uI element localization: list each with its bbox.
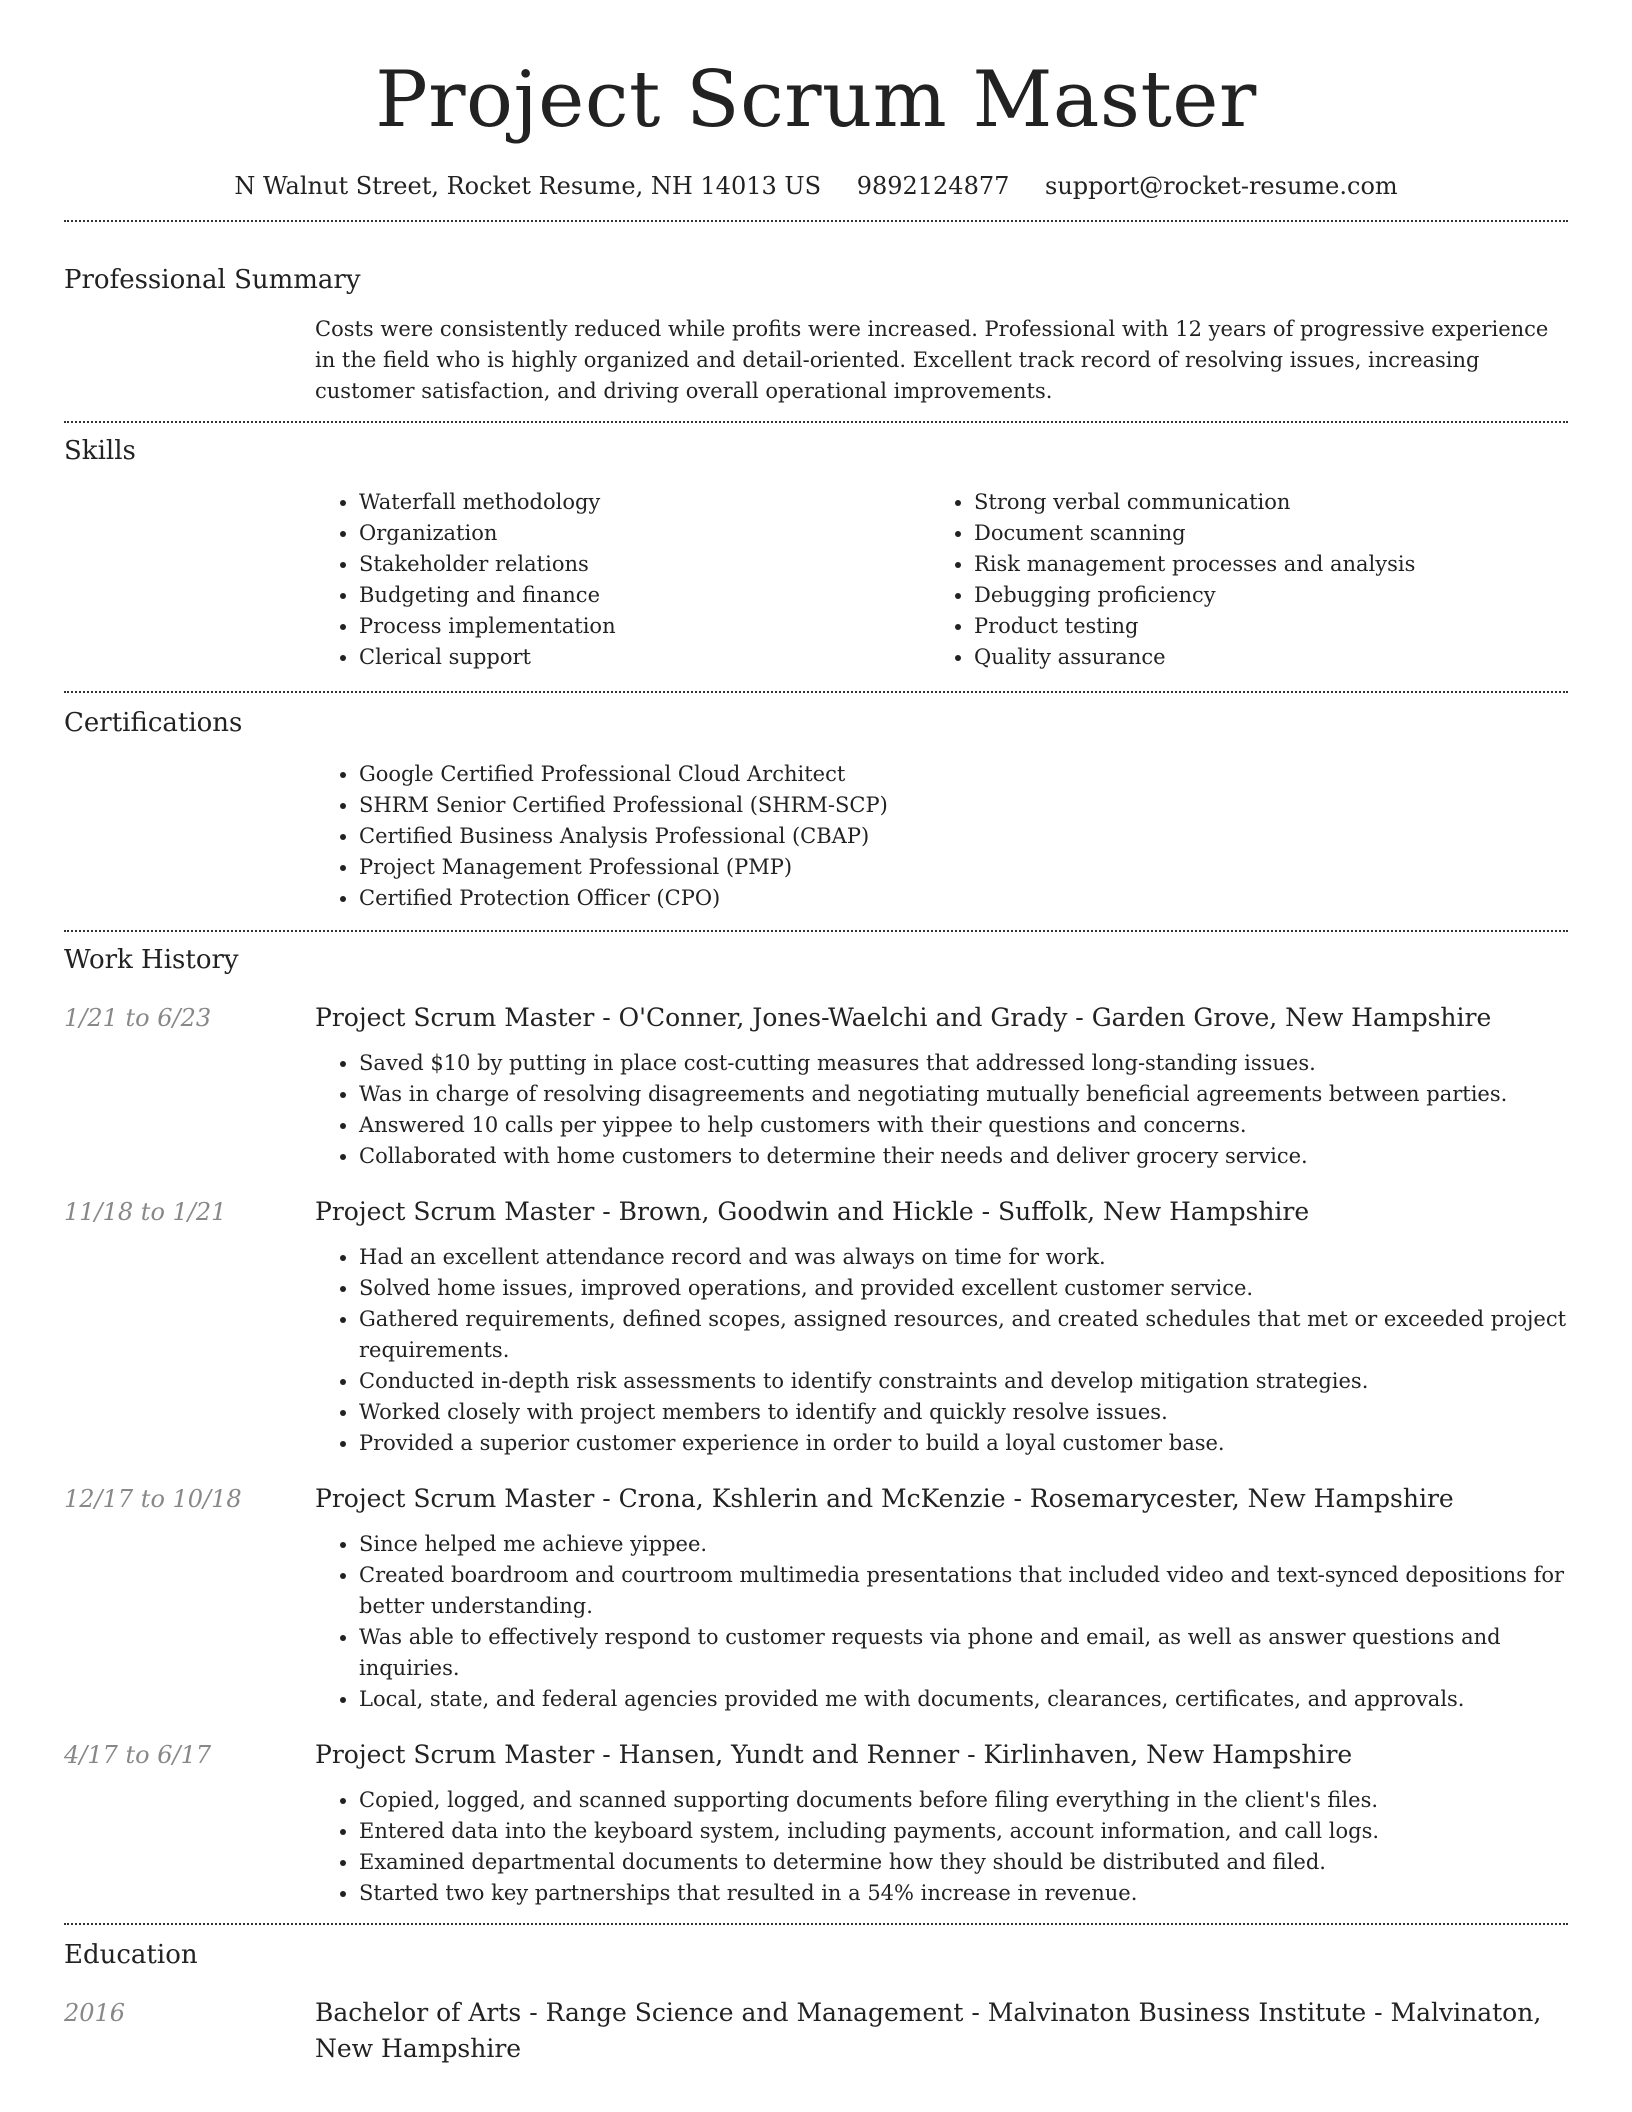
- job-bullet: • Local, state, and federal agencies provided me with documents, clearances, certificates, and approvals.: [359, 1684, 1568, 1715]
- job-title: Project Scrum Master - Brown, Goodwin and Hickle - Suffolk, New Hampshire: [315, 1197, 1310, 1226]
- job-bullet: • Copied, logged, and scanned supporting documents before filing everything in the client's files.: [359, 1785, 1568, 1816]
- job-date: 12/17 to 10/18: [64, 1485, 242, 1513]
- job-date: 4/17 to 6/17: [64, 1741, 212, 1769]
- job-bullet: • Provided a superior customer experience in order to build a loyal customer base.: [359, 1428, 1568, 1459]
- job-entry: [64, 1000, 1568, 1172]
- education-heading: Education: [64, 1940, 198, 1970]
- skill-item: • Organization: [359, 518, 930, 549]
- job-title: Project Scrum Master - O'Conner, Jones-Waelchi and Grady - Garden Grove, New Hampshire: [315, 1003, 1492, 1032]
- certification-item: • Certified Business Analysis Professional (CBAP): [359, 821, 1568, 852]
- skills-section: [64, 423, 1568, 691]
- skills-list-left: [315, 487, 930, 673]
- contact-email: support@rocket-resume.com: [1045, 172, 1398, 200]
- job-bullets: [315, 1048, 1568, 1172]
- job-bullet: • Gathered requirements, defined scopes, assigned resources, and created schedules that met or exceeded project requirements.: [359, 1304, 1568, 1366]
- skills-heading: Skills: [64, 436, 136, 466]
- skill-item: • Stakeholder relations: [359, 549, 930, 580]
- job-entry: [64, 1194, 1568, 1459]
- work-history-section: [64, 932, 1568, 1909]
- job-date: 1/21 to 6/23: [64, 1004, 212, 1032]
- summary-text: Costs were consistently reduced while profits were increased. Professional with 12 years of progressive experience in the field who is highly organized and detail-oriented. Excellent track record of resolving issues, increasing customer satisfaction, and driving overall operational improvements.: [315, 317, 1549, 403]
- education-title: Bachelor of Arts - Range Science and Management - Malvinaton Business Institute - Malvinaton, New Hampshire: [315, 1998, 1542, 2063]
- contact-line: [64, 168, 1568, 204]
- certification-item: • Google Certified Professional Cloud Architect: [359, 759, 1568, 790]
- job-title: Project Scrum Master - Hansen, Yundt and Renner - Kirlinhaven, New Hampshire: [315, 1740, 1353, 1769]
- job-entry: [64, 1481, 1568, 1715]
- job-bullet: • Worked closely with project members to identify and quickly resolve issues.: [359, 1397, 1568, 1428]
- skill-item: • Product testing: [974, 611, 1545, 642]
- skill-item: • Debugging proficiency: [974, 580, 1545, 611]
- certifications-list: [315, 759, 1568, 914]
- job-bullet: • Conducted in-depth risk assessments to identify constraints and develop mitigation strategies.: [359, 1366, 1568, 1397]
- job-bullet: • Solved home issues, improved operations, and provided excellent customer service.: [359, 1273, 1568, 1304]
- resume-name: Project Scrum Master: [375, 55, 1257, 145]
- skill-item: • Risk management processes and analysis: [974, 549, 1545, 580]
- job-bullet: • Was able to effectively respond to customer requests via phone and email, as well as answer questions and inquiries.: [359, 1622, 1568, 1684]
- skill-item: • Process implementation: [359, 611, 930, 642]
- job-bullet: • Examined departmental documents to determine how they should be distributed and filed.: [359, 1847, 1568, 1878]
- certification-item: • SHRM Senior Certified Professional (SHRM-SCP): [359, 790, 1568, 821]
- job-bullet: • Answered 10 calls per yippee to help customers with their questions and concerns.: [359, 1110, 1568, 1141]
- summary-section: [64, 222, 1568, 407]
- contact-phone: 9892124877: [856, 172, 1010, 200]
- skills-list-right: [930, 487, 1545, 673]
- skill-item: • Strong verbal communication: [974, 487, 1545, 518]
- job-bullet: • Had an excellent attendance record and was always on time for work.: [359, 1242, 1568, 1273]
- skill-item: • Document scanning: [974, 518, 1545, 549]
- job-entry: [64, 1737, 1568, 1909]
- job-bullet: • Since helped me achieve yippee.: [359, 1529, 1568, 1560]
- education-section: [64, 1925, 1568, 2067]
- job-bullet: • Saved $10 by putting in place cost-cutting measures that addressed long-standing issues.: [359, 1048, 1568, 1079]
- job-bullet: • Entered data into the keyboard system, including payments, account information, and call logs.: [359, 1816, 1568, 1847]
- job-bullet: • Collaborated with home customers to determine their needs and deliver grocery service.: [359, 1141, 1568, 1172]
- job-bullet: • Created boardroom and courtroom multimedia presentations that included video and text-synced depositions for better understanding.: [359, 1560, 1568, 1622]
- contact-address: N Walnut Street, Rocket Resume, NH 14013 US: [234, 172, 822, 200]
- skill-item: • Clerical support: [359, 642, 930, 673]
- job-bullets: [315, 1529, 1568, 1715]
- education-entry: [64, 1995, 1568, 2067]
- certifications-heading: Certifications: [64, 708, 243, 738]
- work-history-heading: Work History: [64, 945, 239, 975]
- job-bullet: • Was in charge of resolving disagreements and negotiating mutually beneficial agreements between parties.: [359, 1079, 1568, 1110]
- summary-heading: Professional Summary: [64, 265, 361, 295]
- skill-item: • Budgeting and finance: [359, 580, 930, 611]
- certifications-section: [64, 693, 1568, 930]
- job-bullet: • Started two key partnerships that resulted in a 54% increase in revenue.: [359, 1878, 1568, 1909]
- job-bullets: [315, 1785, 1568, 1909]
- certification-item: • Certified Protection Officer (CPO): [359, 883, 1568, 914]
- certification-item: • Project Management Professional (PMP): [359, 852, 1568, 883]
- job-title: Project Scrum Master - Crona, Kshlerin and McKenzie - Rosemarycester, New Hampshire: [315, 1484, 1454, 1513]
- skill-item: • Waterfall methodology: [359, 487, 930, 518]
- education-date: 2016: [64, 1999, 126, 2027]
- job-date: 11/18 to 1/21: [64, 1198, 227, 1226]
- job-bullets: [315, 1242, 1568, 1459]
- skill-item: • Quality assurance: [974, 642, 1545, 673]
